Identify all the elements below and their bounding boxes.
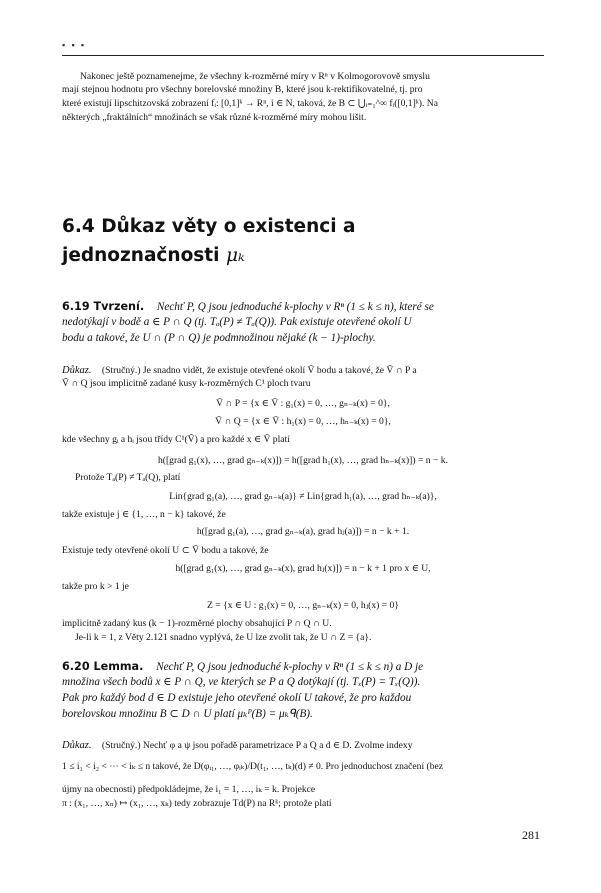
- lemma-620-line-1: [62, 659, 423, 676]
- proof-619-line-3: kde všechny gᵢ a hᵢ jsou třídy C¹(Ṽ) a pro každé x ∈ Ṽ platí: [62, 434, 290, 445]
- lemma-620-line-2: množina všech bodů x ∈ P ∩ Q, ve kterých se P a Q dotýkají (tj. Tₓ(P) = Tₓ(Q)).: [62, 676, 421, 688]
- section-title-line-1: Důkaz věty o existenci a: [101, 216, 356, 237]
- page-number: 281: [522, 828, 540, 842]
- proof-619-eq-6: h([grad g₁(x), …, grad gₙ₋ₖ(x), grad hⱼ(x)]) = n − k + 1 pro x ∈ U,: [175, 563, 431, 574]
- proof-620-line-2: 1 ≤ i₁ < i₂ < ⋯ < iₖ ≤ n takové, že D(φᵢ₁, …, φᵢₖ)/D(t₁, …, tₖ)(d) ≠ 0. Pro jednoduchost značení (bez: [62, 761, 444, 772]
- proof-620-line-1: [62, 740, 413, 753]
- prop-619-line-3: bodu a takové, že U ∩ (P ∩ Q) je podmnožinou nějaké (k − 1)-plochy.: [62, 332, 376, 344]
- section-title-line-2: jednoznačnosti: [62, 245, 220, 266]
- section-title-math: μₖ: [225, 245, 245, 266]
- intro-line-4: některých „fraktálních“ množinách se však různé k-rozměrné míry mohou lišit.: [62, 112, 367, 123]
- proof-620-text-1: (Stručný.) Nechť φ a ψ jsou pořadě parametrizace P a Q a d ∈ D. Zvolme indexy: [101, 740, 413, 751]
- proof-620-line-4: π : (x₁, …, xₙ) ↦ (x₁, …, xₖ) tedy zobrazuje Td(P) na Rᵏ; protože platí: [62, 798, 332, 809]
- lemma-620-lead: 6.20 Lemma.: [62, 660, 144, 673]
- proof-619-line-9: Je-li k = 1, z Věty 2.121 snadno vyplývá, že U lze zvolit tak, že U ∩ Z = {a}.: [75, 632, 372, 643]
- proof-619-eq-3: h([grad g₁(x), …, grad gₙ₋ₖ(x)]) = h([grad h₁(x), …, grad hₙ₋ₖ(x)]) = n − k.: [158, 455, 448, 466]
- proof-619-eq-5: h([grad g₁(a), …, grad gₙ₋ₖ(a), grad hⱼ(a)]) = n − k + 1.: [196, 526, 410, 537]
- proof-619-eq-7: Z = {x ∈ U : g₁(x) = 0, …, gₙ₋ₖ(x) = 0, hⱼ(x) = 0}: [207, 600, 399, 611]
- lemma-620-text-1: Nechť P, Q jsou jednoduché k-plochy v Rⁿ (1 ≤ k ≤ n) a D je: [156, 661, 424, 673]
- prop-619-text-1: Nechť P, Q jsou jednoduché k-plochy v Rⁿ (1 ≤ k ≤ n), které se: [156, 301, 434, 313]
- intro-line-3: které existují lipschitzovská zobrazení fᵢ: [0,1]ᵏ → Rⁿ, i ∈ N, taková, že B ⊂ ⋃ᵢ₌₁^∞ fᵢ([0,1]ᵏ). Na: [62, 98, 438, 109]
- proof-619-line-1: [62, 365, 417, 378]
- header-rule: [62, 55, 544, 56]
- proof-619-line-4: Protože Tₐ(P) ≠ Tₐ(Q), platí: [75, 472, 181, 483]
- proof-619-eq-1: Ṽ ∩ P = {x ∈ Ṽ : g₁(x) = 0, …, gₙ₋ₖ(x) = 0},: [216, 398, 390, 409]
- prop-619-line-2: nedotýkají v bodě a ∈ P ∩ Q (tj. Tₐ(P) ≠ Tₐ(Q)). Pak existuje otevřené okolí U: [62, 316, 412, 328]
- proof-620-label: Důkaz.: [62, 740, 92, 751]
- section-number: 6.4: [62, 216, 95, 237]
- proof-619-line-6: Existuje tedy otevřené okolí U ⊂ Ṽ bodu a takové, že: [62, 545, 269, 556]
- intro-line-2: mají stejnou hodnotu pro všechny borelovské množiny B, které jsou k-rektifikovatelné, tj. pro: [62, 84, 423, 95]
- prop-619-line-1: [62, 299, 434, 316]
- lemma-620-line-3: Pak pro každý bod d ∈ D existuje jeho otevřené okolí U takové, že pro každou: [62, 692, 412, 704]
- proof-620-line-3: újmy na obecnosti) předpokládejme, že i₁ = 1, …, iₖ = k. Projekce: [62, 784, 316, 795]
- proof-619-line-7: takže pro k > 1 je: [62, 581, 129, 592]
- proof-619-line-5: takže existuje j ∈ {1, …, n − k} takové, že: [62, 509, 226, 520]
- proof-619-eq-4: Lin{grad g₁(a), …, grad gₙ₋ₖ(a)} ≠ Lin{grad h₁(a), …, grad hₙ₋ₖ(a)},: [169, 491, 437, 502]
- prop-619-lead: 6.19 Tvrzení.: [62, 300, 145, 313]
- proof-619-line-8: implicitně zadaný kus (k − 1)-rozměrné plochy obsahující P ∩ Q ∩ U.: [62, 618, 332, 629]
- running-head: ▪ ▪ ▪: [62, 40, 87, 50]
- intro-line-1: Nakonec ještě poznamenejme, že všechny k-rozměrné míry v Rⁿ v Kolmogorovově smyslu: [80, 71, 430, 82]
- proof-619-text-1: (Stručný.) Je snadno vidět, že existuje otevřené okolí Ṽ bodu a takové, že Ṽ ∩ P a: [101, 365, 417, 376]
- proof-619-eq-2: Ṽ ∩ Q = {x ∈ Ṽ : h₁(x) = 0, …, hₙ₋ₖ(x) = 0},: [215, 416, 391, 427]
- proof-619-line-2: Ṽ ∩ Q jsou implicitně zadané kusy k-rozměrných C¹ ploch tvaru: [62, 378, 311, 389]
- lemma-620-line-4: borelovskou množinu B ⊂ D ∩ U platí μₖᴾ(B) = μₖᑫ(B).: [62, 708, 313, 720]
- proof-619-label: Důkaz.: [62, 365, 92, 376]
- section-title: [62, 212, 355, 270]
